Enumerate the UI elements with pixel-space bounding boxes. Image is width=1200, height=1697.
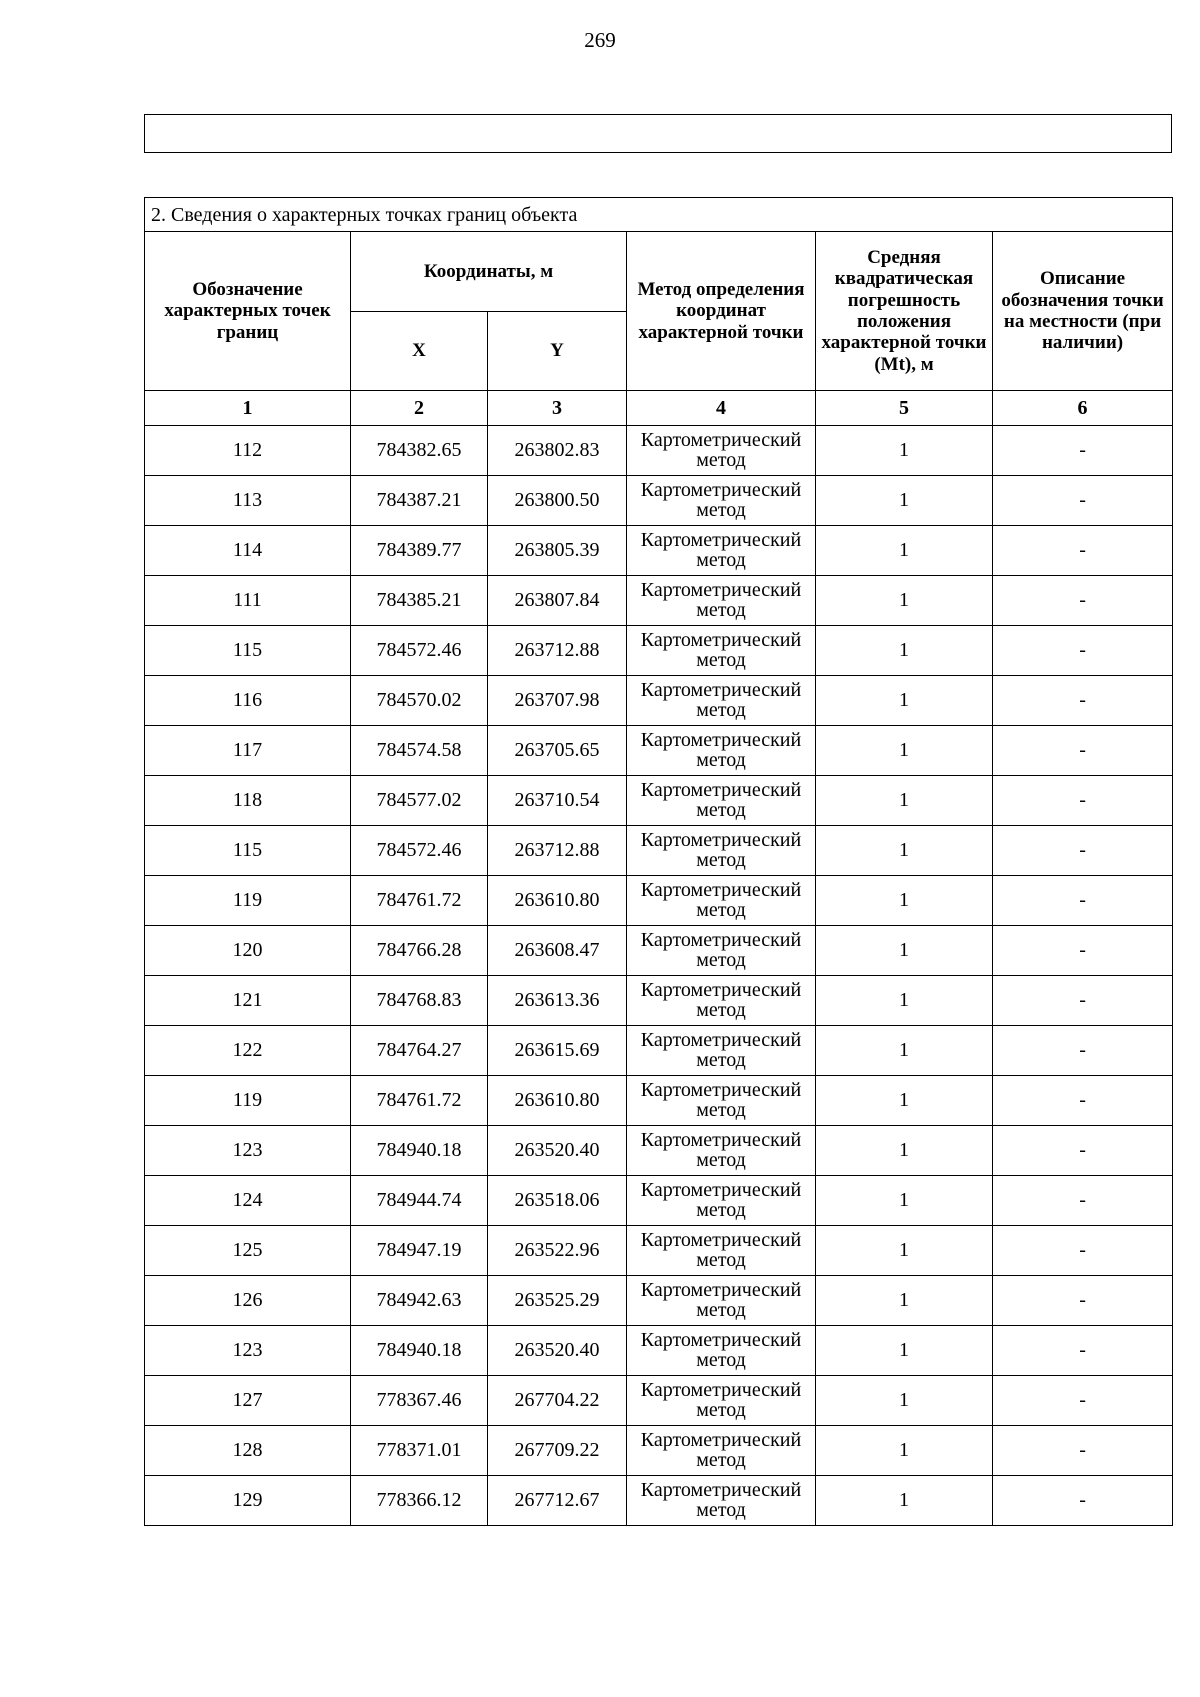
point-designation-cell: 117 xyxy=(145,726,351,776)
point-designation-cell: 111 xyxy=(145,576,351,626)
column-number: 5 xyxy=(816,391,993,426)
method-cell: Картометрический метод xyxy=(627,776,816,826)
column-number: 6 xyxy=(993,391,1173,426)
table-row xyxy=(145,1176,1173,1226)
table-row xyxy=(145,1126,1173,1176)
y-coordinate-cell: 263800.50 xyxy=(488,476,627,526)
x-coordinate-cell: 784577.02 xyxy=(351,776,488,826)
description-cell: - xyxy=(993,526,1173,576)
section-title: 2. Сведения о характерных точках границ объекта xyxy=(145,198,1173,232)
point-designation-cell: 113 xyxy=(145,476,351,526)
y-coordinate-cell: 263807.84 xyxy=(488,576,627,626)
description-cell: - xyxy=(993,576,1173,626)
column-number: 2 xyxy=(351,391,488,426)
accuracy-cell: 1 xyxy=(816,1426,993,1476)
accuracy-cell: 1 xyxy=(816,1376,993,1426)
x-coordinate-cell: 784572.46 xyxy=(351,826,488,876)
method-cell: Картометрический метод xyxy=(627,1026,816,1076)
point-designation-cell: 123 xyxy=(145,1126,351,1176)
method-cell: Картометрический метод xyxy=(627,826,816,876)
page-number: 269 xyxy=(584,28,616,52)
method-cell: Картометрический метод xyxy=(627,876,816,926)
point-designation-cell: 125 xyxy=(145,1226,351,1276)
method-cell: Картометрический метод xyxy=(627,1226,816,1276)
header-y: Y xyxy=(488,312,627,391)
y-coordinate-cell: 263802.83 xyxy=(488,426,627,476)
description-cell: - xyxy=(993,676,1173,726)
accuracy-cell: 1 xyxy=(816,626,993,676)
method-cell: Картометрический метод xyxy=(627,1426,816,1476)
description-cell: - xyxy=(993,726,1173,776)
description-cell: - xyxy=(993,776,1173,826)
boundary-points-table xyxy=(144,197,1173,1526)
description-cell: - xyxy=(993,976,1173,1026)
y-coordinate-cell: 263610.80 xyxy=(488,1076,627,1126)
method-cell: Картометрический метод xyxy=(627,626,816,676)
y-coordinate-cell: 263805.39 xyxy=(488,526,627,576)
accuracy-cell: 1 xyxy=(816,1176,993,1226)
accuracy-cell: 1 xyxy=(816,1026,993,1076)
column-number: 3 xyxy=(488,391,627,426)
x-coordinate-cell: 784389.77 xyxy=(351,526,488,576)
description-cell: - xyxy=(993,1126,1173,1176)
table-row xyxy=(145,476,1173,526)
table-row xyxy=(145,1476,1173,1526)
y-coordinate-cell: 263518.06 xyxy=(488,1176,627,1226)
table-body xyxy=(145,426,1173,1526)
y-coordinate-cell: 263707.98 xyxy=(488,676,627,726)
accuracy-cell: 1 xyxy=(816,726,993,776)
accuracy-cell: 1 xyxy=(816,926,993,976)
point-designation-cell: 115 xyxy=(145,626,351,676)
table-row xyxy=(145,876,1173,926)
table-row xyxy=(145,926,1173,976)
x-coordinate-cell: 784942.63 xyxy=(351,1276,488,1326)
table-row xyxy=(145,426,1173,476)
x-coordinate-cell: 784940.18 xyxy=(351,1126,488,1176)
table-row xyxy=(145,1426,1173,1476)
y-coordinate-cell: 263613.36 xyxy=(488,976,627,1026)
x-coordinate-cell: 784387.21 xyxy=(351,476,488,526)
y-coordinate-cell: 263520.40 xyxy=(488,1126,627,1176)
header-x: X xyxy=(351,312,488,391)
x-coordinate-cell: 784761.72 xyxy=(351,876,488,926)
x-coordinate-cell: 784572.46 xyxy=(351,626,488,676)
description-cell: - xyxy=(993,876,1173,926)
method-cell: Картометрический метод xyxy=(627,1076,816,1126)
y-coordinate-cell: 263710.54 xyxy=(488,776,627,826)
accuracy-cell: 1 xyxy=(816,1326,993,1376)
y-coordinate-cell: 263712.88 xyxy=(488,626,627,676)
method-cell: Картометрический метод xyxy=(627,1276,816,1326)
description-cell: - xyxy=(993,1426,1173,1476)
point-designation-cell: 112 xyxy=(145,426,351,476)
table-row xyxy=(145,1276,1173,1326)
table-row xyxy=(145,626,1173,676)
method-cell: Картометрический метод xyxy=(627,476,816,526)
method-cell: Картометрический метод xyxy=(627,526,816,576)
x-coordinate-cell: 784570.02 xyxy=(351,676,488,726)
header-description: Описание обозначения точки на местности (при наличии) xyxy=(993,232,1173,391)
point-designation-cell: 126 xyxy=(145,1276,351,1326)
empty-header-box xyxy=(144,114,1172,153)
table-row xyxy=(145,676,1173,726)
x-coordinate-cell: 784947.19 xyxy=(351,1226,488,1276)
method-cell: Картометрический метод xyxy=(627,726,816,776)
description-cell: - xyxy=(993,1326,1173,1376)
y-coordinate-cell: 263615.69 xyxy=(488,1026,627,1076)
accuracy-cell: 1 xyxy=(816,526,993,576)
accuracy-cell: 1 xyxy=(816,776,993,826)
point-designation-cell: 120 xyxy=(145,926,351,976)
header-point-designation: Обозначение характерных точек границ xyxy=(145,232,351,391)
y-coordinate-cell: 263520.40 xyxy=(488,1326,627,1376)
y-coordinate-cell: 263608.47 xyxy=(488,926,627,976)
method-cell: Картометрический метод xyxy=(627,1126,816,1176)
table-row xyxy=(145,526,1173,576)
description-cell: - xyxy=(993,1026,1173,1076)
description-cell: - xyxy=(993,926,1173,976)
description-cell: - xyxy=(993,1226,1173,1276)
x-coordinate-cell: 784766.28 xyxy=(351,926,488,976)
accuracy-cell: 1 xyxy=(816,426,993,476)
x-coordinate-cell: 784764.27 xyxy=(351,1026,488,1076)
accuracy-cell: 1 xyxy=(816,1226,993,1276)
accuracy-cell: 1 xyxy=(816,576,993,626)
accuracy-cell: 1 xyxy=(816,676,993,726)
x-coordinate-cell: 778371.01 xyxy=(351,1426,488,1476)
description-cell: - xyxy=(993,826,1173,876)
table-row xyxy=(145,776,1173,826)
table-row xyxy=(145,1026,1173,1076)
x-coordinate-cell: 784944.74 xyxy=(351,1176,488,1226)
y-coordinate-cell: 263525.29 xyxy=(488,1276,627,1326)
point-designation-cell: 119 xyxy=(145,1076,351,1126)
description-cell: - xyxy=(993,1376,1173,1426)
accuracy-cell: 1 xyxy=(816,476,993,526)
point-designation-cell: 123 xyxy=(145,1326,351,1376)
x-coordinate-cell: 784768.83 xyxy=(351,976,488,1026)
x-coordinate-cell: 784382.65 xyxy=(351,426,488,476)
accuracy-cell: 1 xyxy=(816,826,993,876)
point-designation-cell: 121 xyxy=(145,976,351,1026)
method-cell: Картометрический метод xyxy=(627,1376,816,1426)
point-designation-cell: 114 xyxy=(145,526,351,576)
point-designation-cell: 116 xyxy=(145,676,351,726)
method-cell: Картометрический метод xyxy=(627,1176,816,1226)
x-coordinate-cell: 778367.46 xyxy=(351,1376,488,1426)
description-cell: - xyxy=(993,1476,1173,1526)
table-row xyxy=(145,1076,1173,1126)
point-designation-cell: 128 xyxy=(145,1426,351,1476)
description-cell: - xyxy=(993,1176,1173,1226)
description-cell: - xyxy=(993,1076,1173,1126)
y-coordinate-cell: 263705.65 xyxy=(488,726,627,776)
table-row xyxy=(145,1226,1173,1276)
table-row xyxy=(145,1376,1173,1426)
x-coordinate-cell: 784761.72 xyxy=(351,1076,488,1126)
accuracy-cell: 1 xyxy=(816,976,993,1026)
accuracy-cell: 1 xyxy=(816,1476,993,1526)
description-cell: - xyxy=(993,626,1173,676)
description-cell: - xyxy=(993,476,1173,526)
method-cell: Картометрический метод xyxy=(627,426,816,476)
table-row xyxy=(145,976,1173,1026)
method-cell: Картометрический метод xyxy=(627,576,816,626)
point-designation-cell: 127 xyxy=(145,1376,351,1426)
method-cell: Картометрический метод xyxy=(627,676,816,726)
x-coordinate-cell: 784940.18 xyxy=(351,1326,488,1376)
description-cell: - xyxy=(993,1276,1173,1326)
header-method: Метод определения координат характерной точки xyxy=(627,232,816,391)
column-number: 4 xyxy=(627,391,816,426)
y-coordinate-cell: 263610.80 xyxy=(488,876,627,926)
x-coordinate-cell: 784385.21 xyxy=(351,576,488,626)
method-cell: Картометрический метод xyxy=(627,1326,816,1376)
accuracy-cell: 1 xyxy=(816,1076,993,1126)
y-coordinate-cell: 263522.96 xyxy=(488,1226,627,1276)
point-designation-cell: 119 xyxy=(145,876,351,926)
table-row xyxy=(145,726,1173,776)
x-coordinate-cell: 784574.58 xyxy=(351,726,488,776)
column-number-row xyxy=(145,391,1173,426)
point-designation-cell: 122 xyxy=(145,1026,351,1076)
point-designation-cell: 124 xyxy=(145,1176,351,1226)
description-cell: - xyxy=(993,426,1173,476)
table-row xyxy=(145,1326,1173,1376)
header-accuracy: Средняя квадратическая погрешность положения характерной точки (Mt), м xyxy=(816,232,993,391)
table-row xyxy=(145,576,1173,626)
y-coordinate-cell: 263712.88 xyxy=(488,826,627,876)
column-number: 1 xyxy=(145,391,351,426)
y-coordinate-cell: 267712.67 xyxy=(488,1476,627,1526)
method-cell: Картометрический метод xyxy=(627,926,816,976)
point-designation-cell: 115 xyxy=(145,826,351,876)
x-coordinate-cell: 778366.12 xyxy=(351,1476,488,1526)
header-coordinates: Координаты, м xyxy=(351,232,627,312)
method-cell: Картометрический метод xyxy=(627,1476,816,1526)
point-designation-cell: 118 xyxy=(145,776,351,826)
method-cell: Картометрический метод xyxy=(627,976,816,1026)
accuracy-cell: 1 xyxy=(816,1126,993,1176)
accuracy-cell: 1 xyxy=(816,876,993,926)
y-coordinate-cell: 267704.22 xyxy=(488,1376,627,1426)
table-row xyxy=(145,826,1173,876)
point-designation-cell: 129 xyxy=(145,1476,351,1526)
y-coordinate-cell: 267709.22 xyxy=(488,1426,627,1476)
accuracy-cell: 1 xyxy=(816,1276,993,1326)
